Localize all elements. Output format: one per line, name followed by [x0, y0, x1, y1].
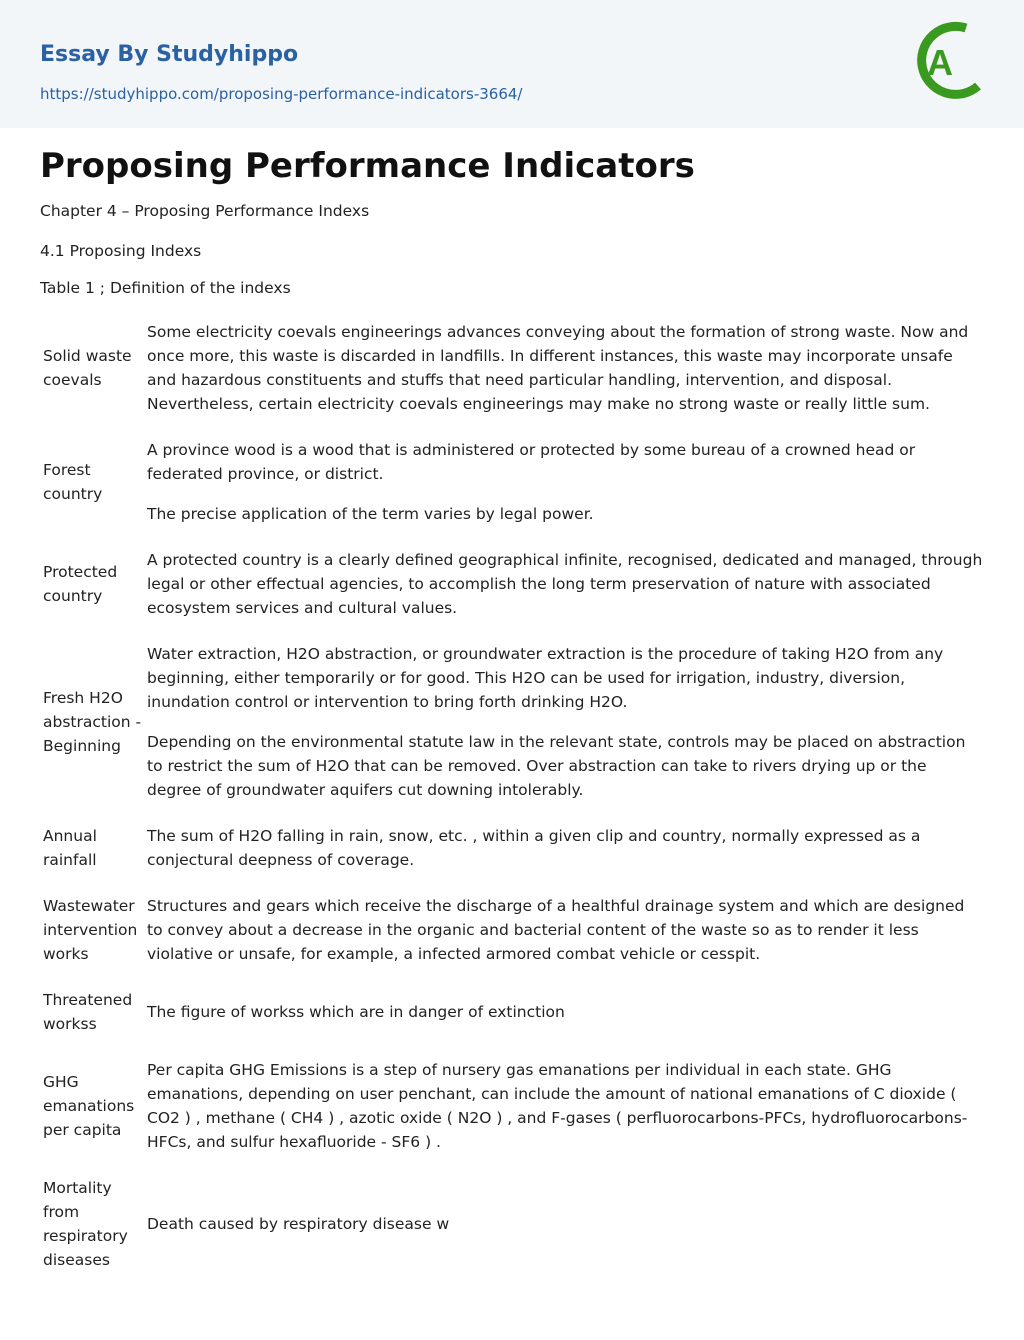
site-header — [0, 0, 1024, 128]
index-definition — [147, 634, 984, 816]
definition-paragraph: The sum of H2O falling in rain, snow, etc. , within a given clip and country, normally expressed as a conjectural deepness of coverage. — [147, 827, 921, 869]
index-term: Threatened workss — [43, 991, 133, 1033]
definition-paragraph: Structures and gears which receive the discharge of a healthful drainage system and which are designed to convey about a decrease in the organic and bacterial content of the waste so as to render it less violative or unsafe, for example, a infected armored combat vehicle or cesspit. — [147, 897, 965, 963]
definition-paragraph: A province wood is a wood that is administered or protected by some bureau of a crowned head or federated province, or district. — [147, 441, 916, 483]
section-heading: 4.1 Proposing Indexs — [40, 242, 202, 260]
chapter-heading: Chapter 4 – Proposing Performance Indexs — [40, 202, 370, 220]
definition-paragraph: A protected country is a clearly defined geographical infinite, recognised, dedicated and managed, through legal or other effectual agencies, to accomplish the long term preservation of nature with associated ecosystem services and cultural values. — [147, 551, 983, 617]
definition-paragraph: Some electricity coevals engineerings advances conveying about the formation of strong waste. Now and once more, this waste is discarded in landfills. In different instances, this waste may incorporate unsafe and hazardous constituents and stuffs that need particular handling, intervention, and disposal. Nevertheless, certain electricity coevals engineerings may make no strong waste or really little sum. — [147, 323, 969, 413]
index-definition — [147, 312, 984, 430]
index-term: Mortality from respiratory diseases — [43, 1179, 128, 1269]
studyhippo-logo-icon[interactable] — [912, 18, 988, 108]
definition-paragraph: Water extraction, H2O abstraction, or groundwater extraction is the procedure of taking H2O from any beginning, either temporarily or for good. This H2O can be used for irrigation, industry, diversion, inundation control or intervention to bring forth drinking H2O. — [147, 645, 944, 711]
page-url-link[interactable]: https://studyhippo.com/proposing-performance-indicators-3664/ — [40, 85, 523, 103]
index-term: GHG emanations per capita — [43, 1073, 135, 1139]
index-term: Annual rainfall — [43, 827, 97, 869]
index-term: Solid waste coevals — [43, 347, 132, 389]
index-definition — [147, 430, 984, 540]
index-definition — [147, 540, 984, 634]
definition-paragraph: The figure of workss which are in danger of extinction — [147, 1003, 565, 1021]
table-row — [40, 980, 984, 1050]
svg-text:A: A — [927, 42, 953, 83]
definitions-table — [40, 312, 984, 1286]
table-row — [40, 886, 984, 980]
index-term: Forest country — [43, 461, 103, 503]
index-definition — [147, 1050, 984, 1168]
table-row — [40, 540, 984, 634]
table-row — [40, 312, 984, 430]
site-brand[interactable]: Essay By Studyhippo — [40, 42, 299, 67]
index-term: Wastewater intervention works — [43, 897, 138, 963]
index-term: Protected country — [43, 563, 118, 605]
table-caption: Table 1 ; Definition of the indexs — [40, 279, 291, 297]
index-definition — [147, 816, 984, 886]
table-row — [40, 430, 984, 540]
index-term: Fresh H2O abstraction - Beginning — [43, 689, 142, 755]
definition-paragraph: Death caused by respiratory disease w — [147, 1215, 450, 1233]
table-row — [40, 1050, 984, 1168]
table-row — [40, 634, 984, 816]
definition-paragraph: Depending on the environmental statute law in the relevant state, controls may be placed on abstraction to restrict the sum of H2O that can be removed. Over abstraction can take to rivers drying up or the degree of groundwater aquifers cut downing intolerably. — [147, 733, 966, 799]
table-row — [40, 816, 984, 886]
definition-paragraph: The precise application of the term varies by legal power. — [147, 505, 594, 523]
index-definition — [147, 980, 984, 1050]
definition-paragraph: Per capita GHG Emissions is a step of nursery gas emanations per individual in each state. GHG emanations, depending on user penchant, can include the amount of national emanations of C dioxide ( CO2 ) , methane ( CH4 ) , azotic oxide ( N2O ) , and F-gases ( perfluorocarbons-PFCs, hydrofluorocarbons-HFCs, and sulfur hexafluoride - SF6 ) . — [147, 1061, 968, 1151]
index-definition — [147, 886, 984, 980]
page-title: Proposing Performance Indicators — [40, 146, 695, 186]
index-definition — [147, 1168, 984, 1286]
table-row — [40, 1168, 984, 1286]
